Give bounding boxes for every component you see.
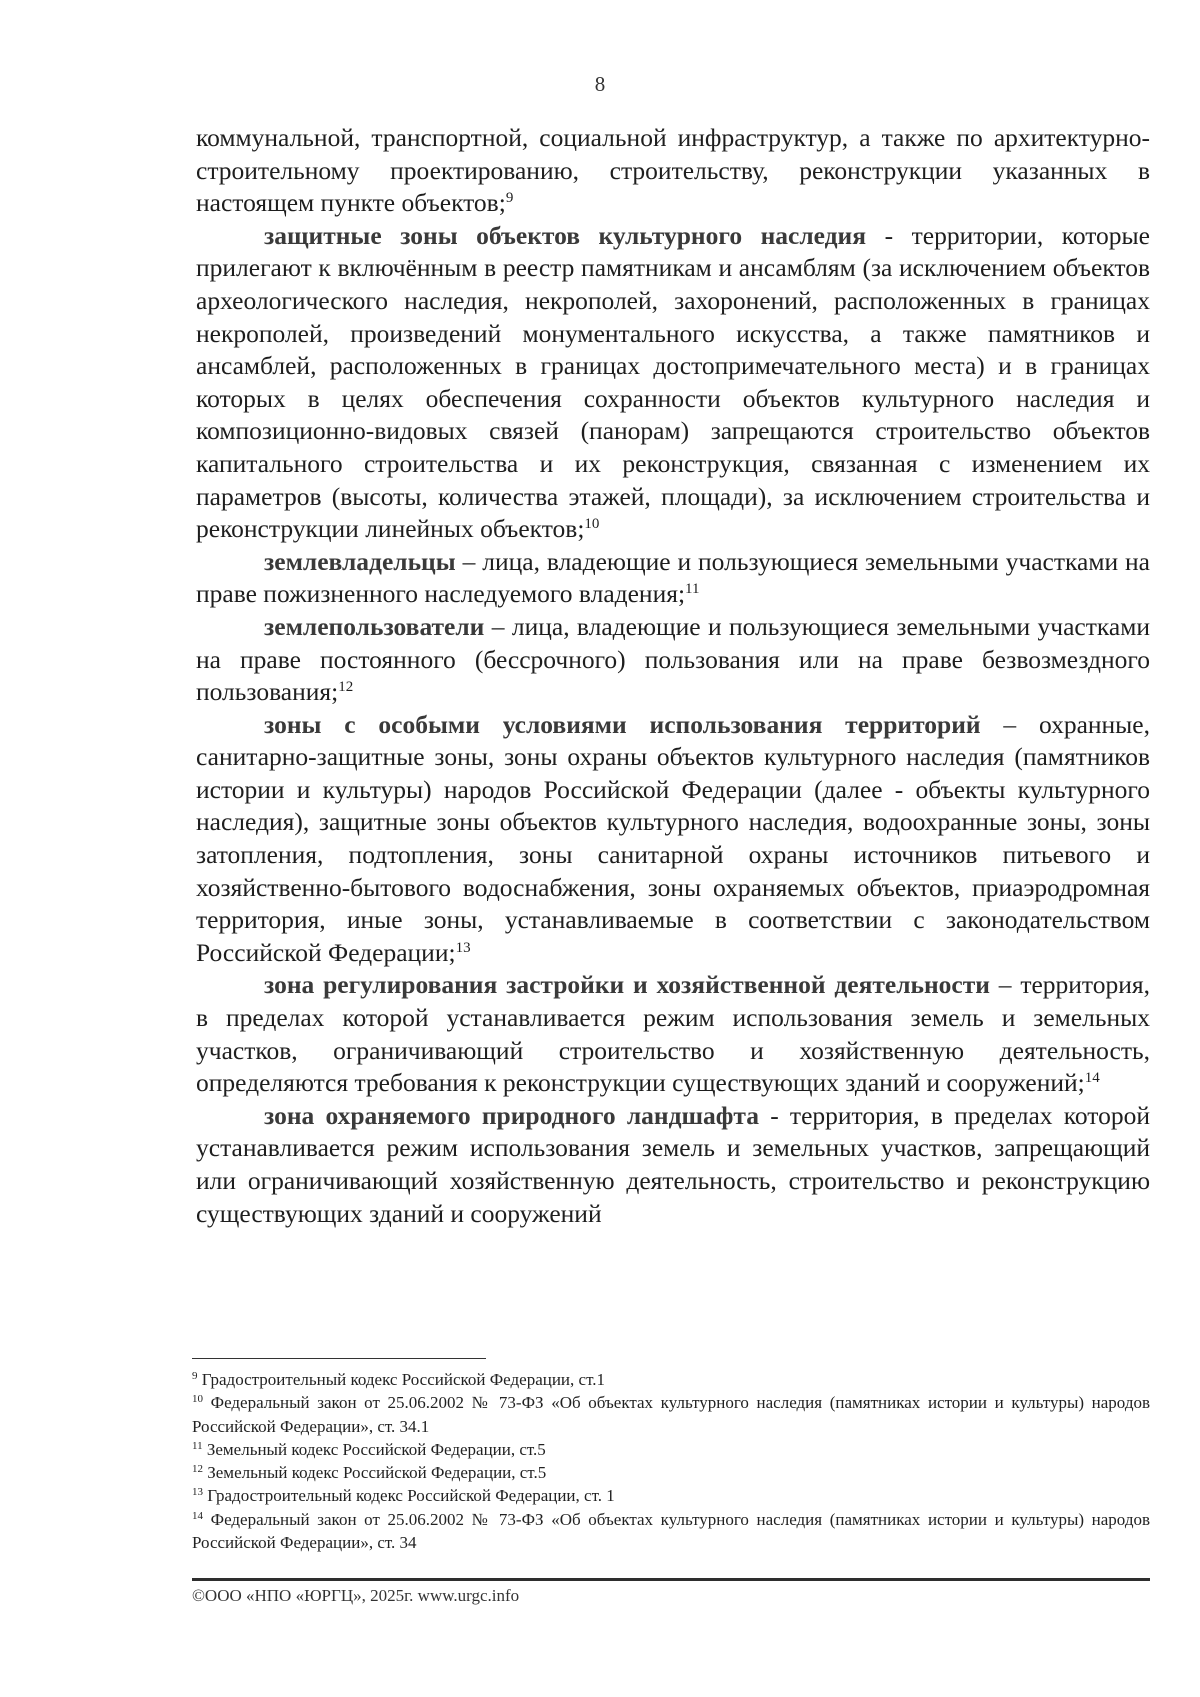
footnote [192,1461,1150,1484]
footnotes [192,1368,1150,1554]
defined-term: зона охраняемого природного ландшафта [264,1100,759,1130]
defined-term: зоны с особыми условиями использования территорий [264,709,981,739]
page-number: 8 [594,72,606,96]
defined-term: защитные зоны объектов культурного наследия [264,220,867,250]
footnote [192,1438,1150,1461]
footnote [192,1368,1150,1391]
footnote-text: Федеральный закон от 25.06.2002 № 73-ФЗ «Об объектах культурного наследия (памятниках истории и культуры) народов Российской Федерации», ст. 34.1 [192,1393,1150,1436]
footnote-ref: 14 [1084,1070,1100,1087]
paragraph-continuation [196,122,1150,220]
definition-regulation-zone [196,969,1150,1099]
definition-landowners [196,546,1150,611]
footer-copyright: ©ООО «НПО «ЮРГЦ», 2025г. www.urgc.info [192,1586,520,1605]
footnote-text: Градостроительный кодекс Российской Федерации, ст.1 [197,1370,605,1389]
footnote-number: 14 [192,1509,203,1522]
footnote-number: 11 [192,1439,203,1452]
footnote-ref: 13 [455,939,471,956]
footnote-text: Земельный кодекс Российской Федерации, ст.5 [203,1463,547,1483]
footnote-text: Федеральный закон от 25.06.2002 № 73-ФЗ «Об объектах культурного наследия (памятниках истории и культуры) народов Российской Федерации», ст. 34 [192,1509,1150,1553]
footnote-ref: 11 [685,581,700,598]
footnote [192,1508,1150,1555]
footnote-number: 9 [192,1370,198,1382]
footnote-ref: 12 [338,679,354,696]
body-text [196,122,1150,1230]
definition-landscape-zone [196,1100,1150,1230]
paragraph-text: коммунальной, транспортной, социальной инфраструктур, а также по архитектурно-строительному проектированию, строительству, реконструкции указанных в настоящем пункте объектов; [196,123,1150,218]
footnote-text: Земельный кодекс Российской Федерации, ст.5 [202,1439,546,1459]
definition-special-zones [196,709,1150,970]
footnote-number: 10 [192,1393,203,1406]
definition-text: – охранные, санитарно-защитные зоны, зоны охраны объектов культурного наследия (памятников истории и культуры) народов Российской Федерации (далее - объекты культурного наследия), защитные зоны объектов культурного наследия, водоохранные зоны, зоны затопления, подтопления, зоны санитарной охраны источников питьевого и хозяйственно-бытового водоснабжения, зоны охраняемых объектов, приаэродромная территория, иные зоны, устанавливаемые в соответствии с законодательством Российской Федерации; [196,709,1151,967]
definition-protective-zones [196,220,1150,546]
definition-text: – лица, владеющие и пользующиеся земельными участками на праве постоянного (бессрочного) пользования или на праве безвозмездного пользования; [196,611,1150,707]
definition-text: – лица, владеющие и пользующиеся земельными участками на праве пожизненного наследуемого владения; [196,546,1150,609]
definition-text: - территории, которые прилегают к включённым в реестр памятникам и ансамблям (за исключением объектов археологического наследия, некрополей, захоронений, расположенных в границах некрополей, произведений монументального искусства, а также памятников и ансамблей, расположенных в границах достопримечательного места) и в границах которых в целях обеспечения сохранности объектов культурного наследия и композиционно-видовых связей (панорам) запрещаются строительство объектов капитального строительства и их реконструкция, связанная с изменением их параметров (высоты, количества этажей, площади), за исключением строительства и реконструкции линейных объектов; [196,220,1150,544]
footnote-text: Градостроительный кодекс Российской Федерации, ст. 1 [203,1486,615,1506]
defined-term: землевладельцы [264,546,456,576]
definition-text: – территория, в пределах которой устанавливается режим использования земель и земельных участков, ограничивающий строительство и хозяйственную деятельность, определяются требования к реконструкции существующих зданий и сооружений; [196,970,1150,1098]
footnote-number: 13 [192,1486,203,1499]
defined-term: землепользователи [264,611,485,641]
definition-text: - территория, в пределах которой устанавливается режим использования земель и земельных участков, запрещающий или ограничивающий хозяйственную деятельность, строительство и реконструкцию существующих зданий и сооружений [196,1100,1150,1228]
footnote-number: 12 [192,1463,203,1476]
definition-land-users [196,611,1150,709]
footnote [192,1484,1150,1507]
footnote [192,1391,1150,1438]
footnote-ref: 9 [505,190,514,207]
footer-divider [192,1578,1150,1581]
defined-term: зона регулирования застройки и хозяйственной деятельности [264,970,990,1000]
footnote-ref: 10 [584,516,600,533]
footnote-divider [192,1358,486,1359]
